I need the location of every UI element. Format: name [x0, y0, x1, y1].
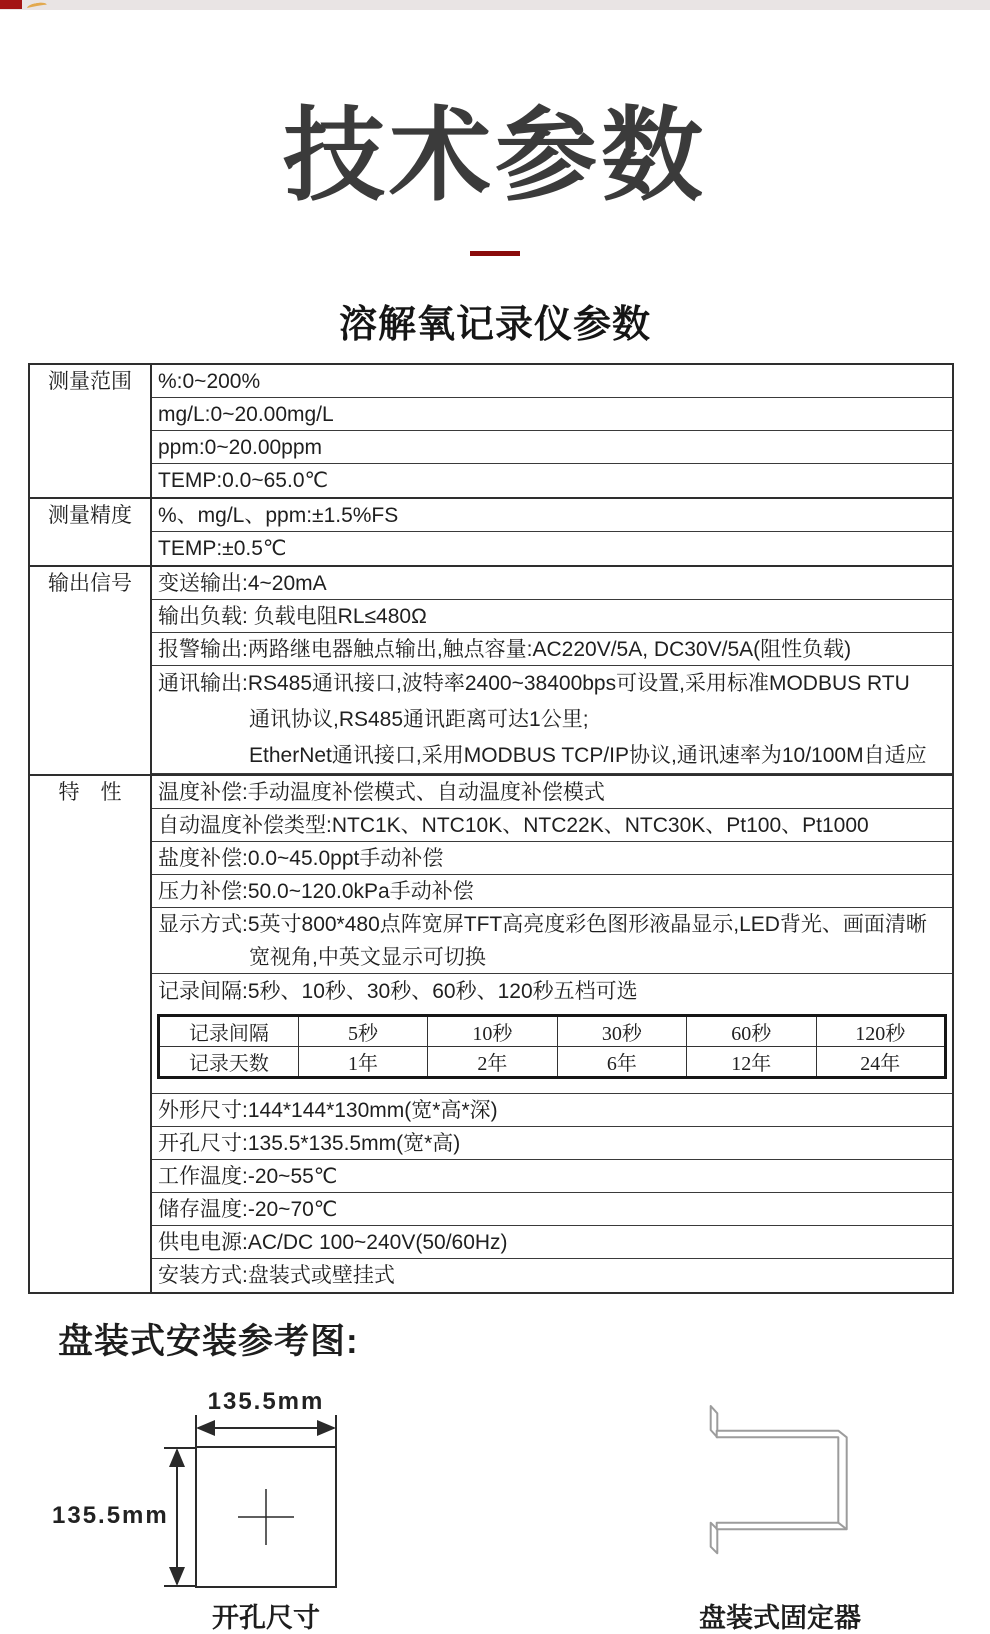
- spec-row: ppm:0~20.00ppm: [152, 431, 952, 464]
- top-strip: [0, 0, 990, 10]
- spec-row: TEMP:0.0~65.0℃: [158, 469, 329, 492]
- arrowhead-up-icon: [169, 1448, 185, 1467]
- record-table-interval-row: [159, 1016, 946, 1047]
- mounting-section-heading: 盘装式安装参考图:: [58, 1322, 359, 1361]
- record-cell: 10秒: [428, 1016, 557, 1047]
- record-cell: 1年: [298, 1047, 427, 1078]
- spec-row-display-mode: [152, 908, 952, 974]
- record-cell: 12年: [687, 1047, 816, 1078]
- spec-row: 温度补偿:手动温度补偿模式、自动温度补偿模式: [152, 776, 952, 809]
- record-cell: 60秒: [687, 1016, 816, 1047]
- spec-row: 开孔尺寸:135.5*135.5mm(宽*高): [152, 1127, 952, 1160]
- cutout-width-label: 135.5mm: [207, 1388, 325, 1415]
- record-interval-intro: 记录间隔:5秒、10秒、30秒、60秒、120秒五档可选: [158, 980, 638, 1003]
- spec-row: 工作温度:-20~55℃: [152, 1160, 952, 1193]
- comm-line: 通讯输出:RS485通讯接口,波特率2400~38400bps可设置,采用标准MODBUS RTU: [158, 672, 910, 695]
- fixer-bracket-body: [717, 1431, 847, 1530]
- record-cell: 5秒: [298, 1016, 427, 1047]
- spec-row: 储存温度:-20~70℃: [152, 1193, 952, 1226]
- spec-row: 压力补偿:50.0~120.0kPa手动补偿: [152, 875, 952, 908]
- section-label: 测量精度: [30, 499, 152, 565]
- spec-row: mg/L:0~20.00mg/L: [152, 398, 952, 431]
- section-measure-accuracy: [30, 497, 952, 565]
- record-cell: 2年: [428, 1047, 557, 1078]
- title-divider: [470, 251, 520, 256]
- fixer-caption: 盘装式固定器: [699, 1603, 861, 1633]
- page-subtitle: 溶解氧记录仪参数: [338, 304, 651, 346]
- corner-red-mark: [0, 0, 22, 9]
- section-features: [30, 774, 952, 1292]
- arrowhead-left-icon: [196, 1420, 215, 1436]
- section-label: 测量范围: [30, 365, 152, 497]
- section-rows: [152, 776, 952, 1292]
- spec-row-record-interval: [152, 974, 952, 1094]
- section-label: 输出信号: [30, 567, 152, 774]
- section-measure-range: [30, 365, 952, 497]
- squiggle-mark: [27, 1, 48, 11]
- spec-row: 变送输出:4~20mA: [152, 567, 952, 600]
- comm-line: 通讯协议,RS485通讯距离可达1公里;: [249, 708, 589, 731]
- display-line: 宽视角,中英文显示可切换: [249, 946, 486, 969]
- spec-row: 盐度补偿:0.0~45.0ppt手动补偿: [152, 842, 952, 875]
- section-rows: [152, 567, 952, 774]
- record-cell: 120秒: [816, 1016, 945, 1047]
- page-title: 技术参数: [283, 99, 707, 213]
- spec-table: [28, 363, 954, 1294]
- section-label: 特 性: [30, 776, 152, 1292]
- display-line: 显示方式:5英寸800*480点阵宽屏TFT高亮度彩色图形液晶显示,LED背光、画面清晰: [158, 913, 927, 936]
- cutout-caption: 开孔尺寸: [212, 1603, 320, 1633]
- spec-row: 输出负载: 负载电阻RL≤480Ω: [152, 600, 952, 633]
- spec-row: 安装方式:盘装式或壁挂式: [158, 1264, 395, 1287]
- spec-row: TEMP:±0.5℃: [158, 537, 287, 560]
- record-cell: 记录天数: [159, 1047, 299, 1078]
- record-cell: 6年: [557, 1047, 686, 1078]
- record-table-days-row: [159, 1047, 946, 1078]
- spec-row: %、mg/L、ppm:±1.5%FS: [152, 499, 952, 532]
- spec-row: %:0~200%: [152, 365, 952, 398]
- cutout-dimension-diagram: [120, 1412, 360, 1592]
- arrowhead-right-icon: [317, 1420, 336, 1436]
- record-cell: 记录间隔: [159, 1016, 299, 1047]
- arrowhead-down-icon: [169, 1567, 185, 1586]
- section-rows: [152, 365, 952, 497]
- spec-row: 自动温度补偿类型:NTC1K、NTC10K、NTC22K、NTC30K、Pt100、Pt1000: [152, 809, 952, 842]
- record-cell: 24年: [816, 1047, 945, 1078]
- record-cell: 30秒: [557, 1016, 686, 1047]
- spec-row-comm-output: [152, 666, 952, 774]
- spec-row: 供电电源:AC/DC 100~240V(50/60Hz): [152, 1226, 952, 1259]
- section-output-signal: [30, 565, 952, 774]
- panel-fixer-diagram: [690, 1395, 860, 1565]
- section-rows: [152, 499, 952, 565]
- record-table: [157, 1014, 947, 1079]
- spec-row: 报警输出:两路继电器触点输出,触点容量:AC220V/5A, DC30V/5A(阻性负载): [152, 633, 952, 666]
- cutout-height-label: 135.5mm: [52, 1502, 169, 1529]
- spec-row: 外形尺寸:144*144*130mm(宽*高*深): [152, 1094, 952, 1127]
- comm-line: EtherNet通讯接口,采用MODBUS TCP/IP协议,通讯速率为10/100M自适应: [249, 744, 927, 767]
